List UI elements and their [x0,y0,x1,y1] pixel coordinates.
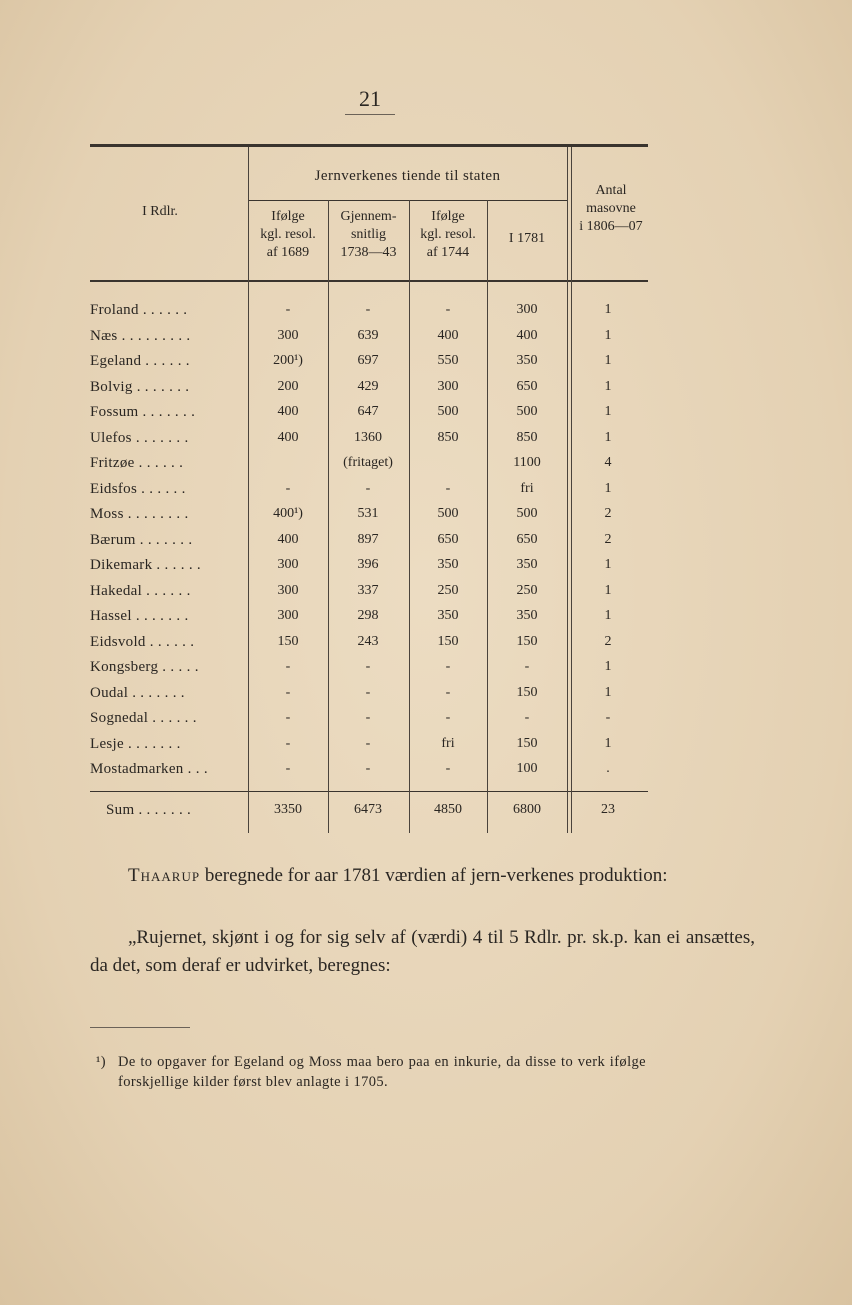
table-cell: 200¹) [273,353,303,368]
table-cell: 639 [357,327,379,343]
table-cell: 400 [516,327,538,343]
table-cell: 350 [437,557,459,572]
col-header-line: af 1744 [426,245,470,260]
table-cell: - [285,684,291,700]
table-cell: 350 [516,353,538,368]
table-cell: 647 [357,404,379,419]
row-label: Kongsberg . . . . . [90,659,199,675]
row-label-header: I Rdlr. [142,204,178,219]
table-cell: 298 [357,608,379,623]
table-cell: 396 [357,557,379,572]
table-cell: 150 [516,735,538,751]
table-cell: 300 [516,302,538,317]
row-label: Hassel . . . . . . . [90,608,189,624]
paragraph-1 [90,862,755,890]
author-name: Thaarup [128,865,201,886]
table-cell: - [524,710,530,725]
sum-cell: 23 [601,802,615,817]
table-cell: - [365,659,371,674]
table-cell: 1100 [513,455,541,470]
sum-top-rule [90,791,648,792]
sum-label: Sum . . . . . . . [106,802,192,818]
table-cell: 2 [604,506,612,521]
sum-cell: 6800 [513,802,541,817]
table-cell: fri [520,480,534,496]
table-cell: 1 [604,735,612,751]
table-cell: 337 [357,582,379,598]
table-cell: 250 [437,582,459,598]
row-label: Sognedal . . . . . . [90,710,197,726]
table-cell: 400 [277,429,299,445]
table-cell: 897 [357,531,379,547]
table-cell: 1 [604,327,612,343]
row-label: Froland . . . . . . [90,302,188,318]
col-header-line: Ifølge [431,209,465,224]
row-label: Egeland . . . . . . [90,353,190,369]
table-cell: - [285,659,291,674]
table-cell: 2 [604,531,612,547]
table-cell: 1 [604,684,612,700]
table-cell: 531 [357,506,379,521]
table-cell: 500 [516,404,538,419]
row-label: Hakedal . . . . . . [90,582,191,599]
table-cell: 1 [604,608,612,623]
table-cell: 1 [604,302,612,317]
table-cell: - [445,710,451,725]
table-cell: fri [441,735,455,751]
row-label: Dikemark . . . . . . [90,557,201,573]
table-cell: - [524,659,530,674]
col-header-line: kgl. resol. [420,227,476,242]
footnote [96,1052,646,1092]
col-header-line: masovne [586,201,636,216]
table-cell: 150 [277,633,299,649]
table-cell: 1 [604,659,612,674]
paragraph-2-text: „Rujernet, skjønt i og for sig selv af (værdi) 4 til 5 Rdlr. pr. sk.p. kan ei ansættes, da det, som deraf er udvirket, beregnes: [90,927,755,976]
row-label: Eidsfos . . . . . . [90,480,186,497]
col-header-line: i 1806—07 [579,219,643,234]
sum-cell: 6473 [354,802,382,817]
col-header-4 [487,230,567,248]
row-label: Lesje . . . . . . . [90,735,181,752]
table-cell: 350 [516,557,538,572]
group-header-rule [248,200,567,201]
sum-cell: 3350 [274,802,302,817]
col-header-1 [248,208,328,262]
table-cell: 150 [516,633,538,649]
table-cell: 250 [516,582,538,598]
table-cell: 350 [516,608,538,623]
row-label: Ulefos . . . . . . . [90,429,189,446]
table-cell: - [445,659,451,674]
paragraph-1-text: beregnede for aar 1781 værdien af jern-verkenes produktion: [200,865,668,886]
table-cell: 500 [437,506,459,521]
sum-cell: 4850 [434,802,462,817]
page-number: 21 [359,86,381,111]
row-label: Bærum . . . . . . . [90,531,193,548]
table-cell: 650 [516,531,538,547]
row-label: Fritzøe . . . . . . [90,455,184,471]
table-cell: 1 [604,582,612,598]
table-cell: 400 [277,531,299,547]
table-cell: 850 [437,429,459,445]
col-header-line: af 1689 [266,245,310,260]
table-cell: - [365,761,371,776]
row-label: Moss . . . . . . . . [90,506,189,522]
table-cell: 243 [357,633,379,649]
antal-masovne-header [571,182,651,236]
table-cell: 1 [604,557,612,572]
row-label: Mostadmarken . . . [90,761,208,777]
row-label: Næs . . . . . . . . . [90,327,191,344]
table-cell: - [365,480,371,496]
table-cell: 4 [604,455,612,470]
table-cell: 850 [516,429,538,445]
table-cell: - [445,684,451,700]
table-cell: 500 [516,506,538,521]
table-cell: - [365,684,371,700]
table-cell: - [285,761,291,776]
col-header-line: Gjennem- [340,209,397,224]
table-cell: - [605,710,611,725]
col-header-line: 1738—43 [340,245,397,260]
table-cell: 200 [277,378,299,394]
table-cell: 1360 [354,429,382,445]
table-top-rule [90,144,648,147]
table-cell: 350 [437,608,459,623]
table-cell: 1 [604,378,612,394]
row-label: Fossum . . . . . . . [90,404,196,420]
table-cell: 400 [437,327,459,343]
table-cell: 1 [604,480,612,496]
table-cell: 300 [277,608,299,623]
table-cell: 300 [277,557,299,572]
col-header-line: kgl. resol. [260,227,316,242]
table-cell: 1 [604,353,612,368]
table-cell: - [445,761,451,776]
col-header-3 [409,208,487,262]
table-cell: 500 [437,404,459,419]
table-cell: 400 [277,404,299,419]
table-cell: 400¹) [273,506,303,521]
col-header-line: Antal [595,183,627,198]
table-cell: 650 [437,531,459,547]
table-cell: - [285,480,291,496]
table-cell: - [365,710,371,725]
row-label: Oudal . . . . . . . [90,684,185,701]
row-label: Bolvig . . . . . . . [90,378,190,395]
header-bottom-rule [90,280,648,282]
table-cell: - [365,735,371,751]
footnote-text: De to opgaver for Egeland og Moss maa bero paa en inkurie, da disse to verk ifølge forskjellige kilder først blev anlagte i 1705. [118,1054,646,1090]
table-cell: - [285,710,291,725]
table-cell: 150 [516,684,538,700]
table-cell: - [285,735,291,751]
col-header-2 [328,208,409,262]
table-cell: 429 [357,378,379,394]
table-cell: (fritaget) [343,455,393,470]
footnote-rule [90,1027,190,1028]
table-cell: - [445,302,451,317]
table-cell: - [365,302,371,317]
col-header-line: Ifølge [271,209,305,224]
table-cell: 150 [437,633,459,649]
table-cell: - [445,480,451,496]
footnote-mark: ¹) [96,1054,106,1070]
table-cell: - [285,302,291,317]
col-header-line: snitlig [350,227,386,242]
table-cell: 697 [357,353,379,368]
table-cell: . [606,761,610,776]
table-cell: 100 [516,761,538,776]
table-cell: 300 [277,327,299,343]
table-cell: 550 [437,353,459,368]
group-header: Jernverkenes tiende til staten [314,168,501,184]
row-label: Eidsvold . . . . . . [90,633,195,650]
table-cell: 1 [604,404,612,419]
table-cell: 300 [277,582,299,598]
table-cell: 1 [604,429,612,445]
col-header-line: I 1781 [508,231,546,246]
table-cell: 2 [604,633,612,649]
page-number-rule [345,114,395,115]
table-cell: 300 [437,378,459,394]
table-cell: 650 [516,378,538,394]
paragraph-2 [90,924,755,980]
